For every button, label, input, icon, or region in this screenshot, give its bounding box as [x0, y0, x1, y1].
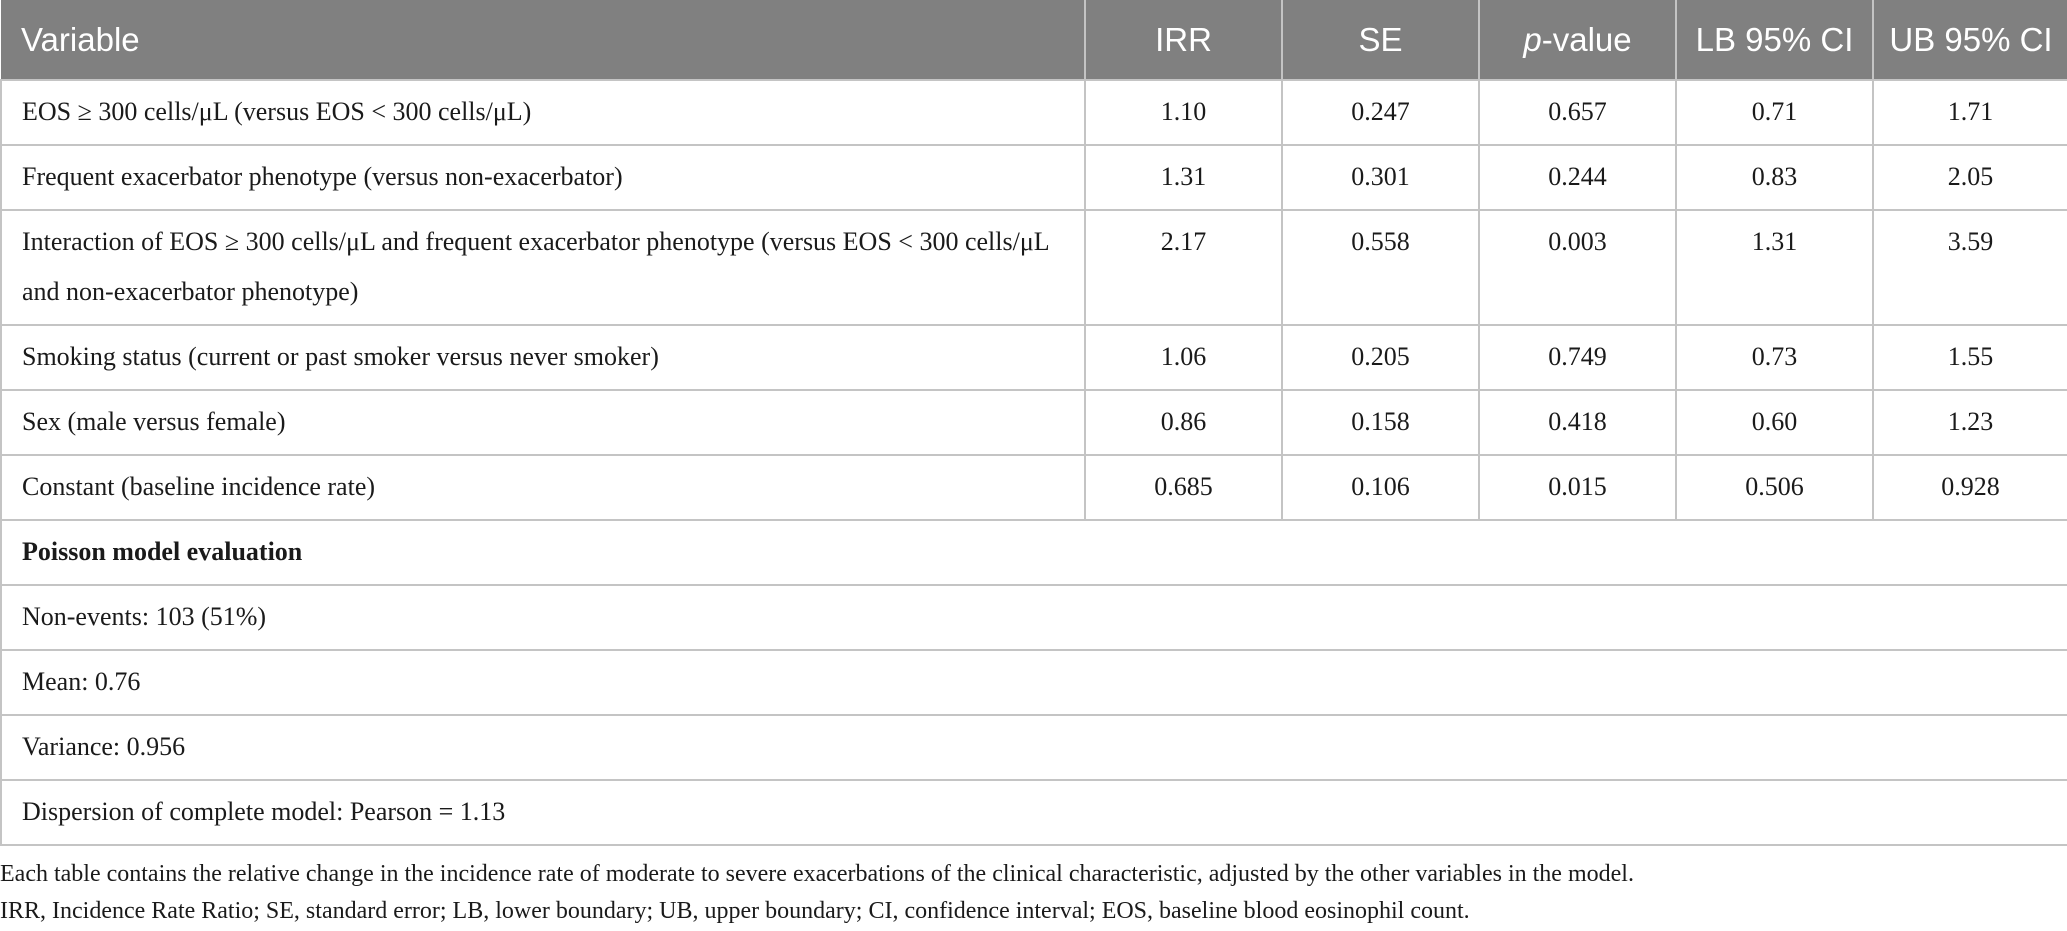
cell-ub: 1.55 [1873, 325, 2067, 390]
cell-ub: 0.928 [1873, 455, 2067, 520]
cell-variable: Sex (male versus female) [1, 390, 1085, 455]
table-footnotes [0, 846, 2067, 930]
evaluation-variance: Variance: 0.956 [1, 715, 2067, 780]
cell-se: 0.106 [1282, 455, 1479, 520]
cell-lb: 0.83 [1676, 145, 1873, 210]
cell-lb: 0.60 [1676, 390, 1873, 455]
header-row [1, 0, 2067, 80]
table-row [1, 390, 2067, 455]
cell-se: 0.158 [1282, 390, 1479, 455]
cell-ub: 3.59 [1873, 210, 2067, 325]
evaluation-non-events: Non-events: 103 (51%) [1, 585, 2067, 650]
cell-irr: 0.86 [1085, 390, 1282, 455]
cell-lb: 0.71 [1676, 80, 1873, 145]
header-p-value [1479, 0, 1676, 80]
cell-p-value: 0.749 [1479, 325, 1676, 390]
footnote-abbreviations: IRR, Incidence Rate Ratio; SE, standard error; LB, lower boundary; UB, upper boundary; CI, confidence interval; EOS, baseline blood eosinophil count. [0, 898, 1470, 924]
header-p-italic: p [1523, 21, 1542, 58]
evaluation-row [1, 715, 2067, 780]
table-row [1, 325, 2067, 390]
table-row [1, 455, 2067, 520]
table-row [1, 80, 2067, 145]
cell-se: 0.205 [1282, 325, 1479, 390]
header-ub: UB 95% CI [1873, 0, 2067, 80]
table-row [1, 210, 2067, 325]
cell-p-value: 0.657 [1479, 80, 1676, 145]
cell-p-value: 0.244 [1479, 145, 1676, 210]
cell-se: 0.558 [1282, 210, 1479, 325]
cell-ub: 2.05 [1873, 145, 2067, 210]
cell-se: 0.247 [1282, 80, 1479, 145]
header-variable: Variable [1, 0, 1085, 80]
evaluation-row [1, 585, 2067, 650]
cell-lb: 0.73 [1676, 325, 1873, 390]
evaluation-row [1, 780, 2067, 845]
header-irr: IRR [1085, 0, 1282, 80]
cell-p-value: 0.418 [1479, 390, 1676, 455]
cell-ub: 1.23 [1873, 390, 2067, 455]
cell-irr: 1.06 [1085, 325, 1282, 390]
cell-irr: 0.685 [1085, 455, 1282, 520]
cell-irr: 1.31 [1085, 145, 1282, 210]
evaluation-mean: Mean: 0.76 [1, 650, 2067, 715]
cell-se: 0.301 [1282, 145, 1479, 210]
header-lb: LB 95% CI [1676, 0, 1873, 80]
cell-lb: 0.506 [1676, 455, 1873, 520]
cell-variable: EOS ≥ 300 cells/μL (versus EOS < 300 cells/μL) [1, 80, 1085, 145]
footnote-description: Each table contains the relative change in the incidence rate of moderate to severe exacerbations of the clinical characteristic, adjusted by the other variables in the model. [0, 861, 1634, 887]
evaluation-title: Poisson model evaluation [1, 520, 2067, 585]
cell-p-value: 0.015 [1479, 455, 1676, 520]
cell-variable: Smoking status (current or past smoker versus never smoker) [1, 325, 1085, 390]
cell-ub: 1.71 [1873, 80, 2067, 145]
evaluation-title-row [1, 520, 2067, 585]
evaluation-row [1, 650, 2067, 715]
cell-irr: 1.10 [1085, 80, 1282, 145]
cell-irr: 2.17 [1085, 210, 1282, 325]
cell-variable: Interaction of EOS ≥ 300 cells/μL and frequent exacerbator phenotype (versus EOS < 300 cells/μL and non-exacerbator phenotype) [1, 210, 1085, 325]
header-p-rest: -value [1541, 21, 1632, 58]
table-row [1, 145, 2067, 210]
cell-variable: Frequent exacerbator phenotype (versus non-exacerbator) [1, 145, 1085, 210]
header-se: SE [1282, 0, 1479, 80]
evaluation-dispersion: Dispersion of complete model: Pearson = 1.13 [1, 780, 2067, 845]
cell-variable: Constant (baseline incidence rate) [1, 455, 1085, 520]
cell-lb: 1.31 [1676, 210, 1873, 325]
cell-p-value: 0.003 [1479, 210, 1676, 325]
